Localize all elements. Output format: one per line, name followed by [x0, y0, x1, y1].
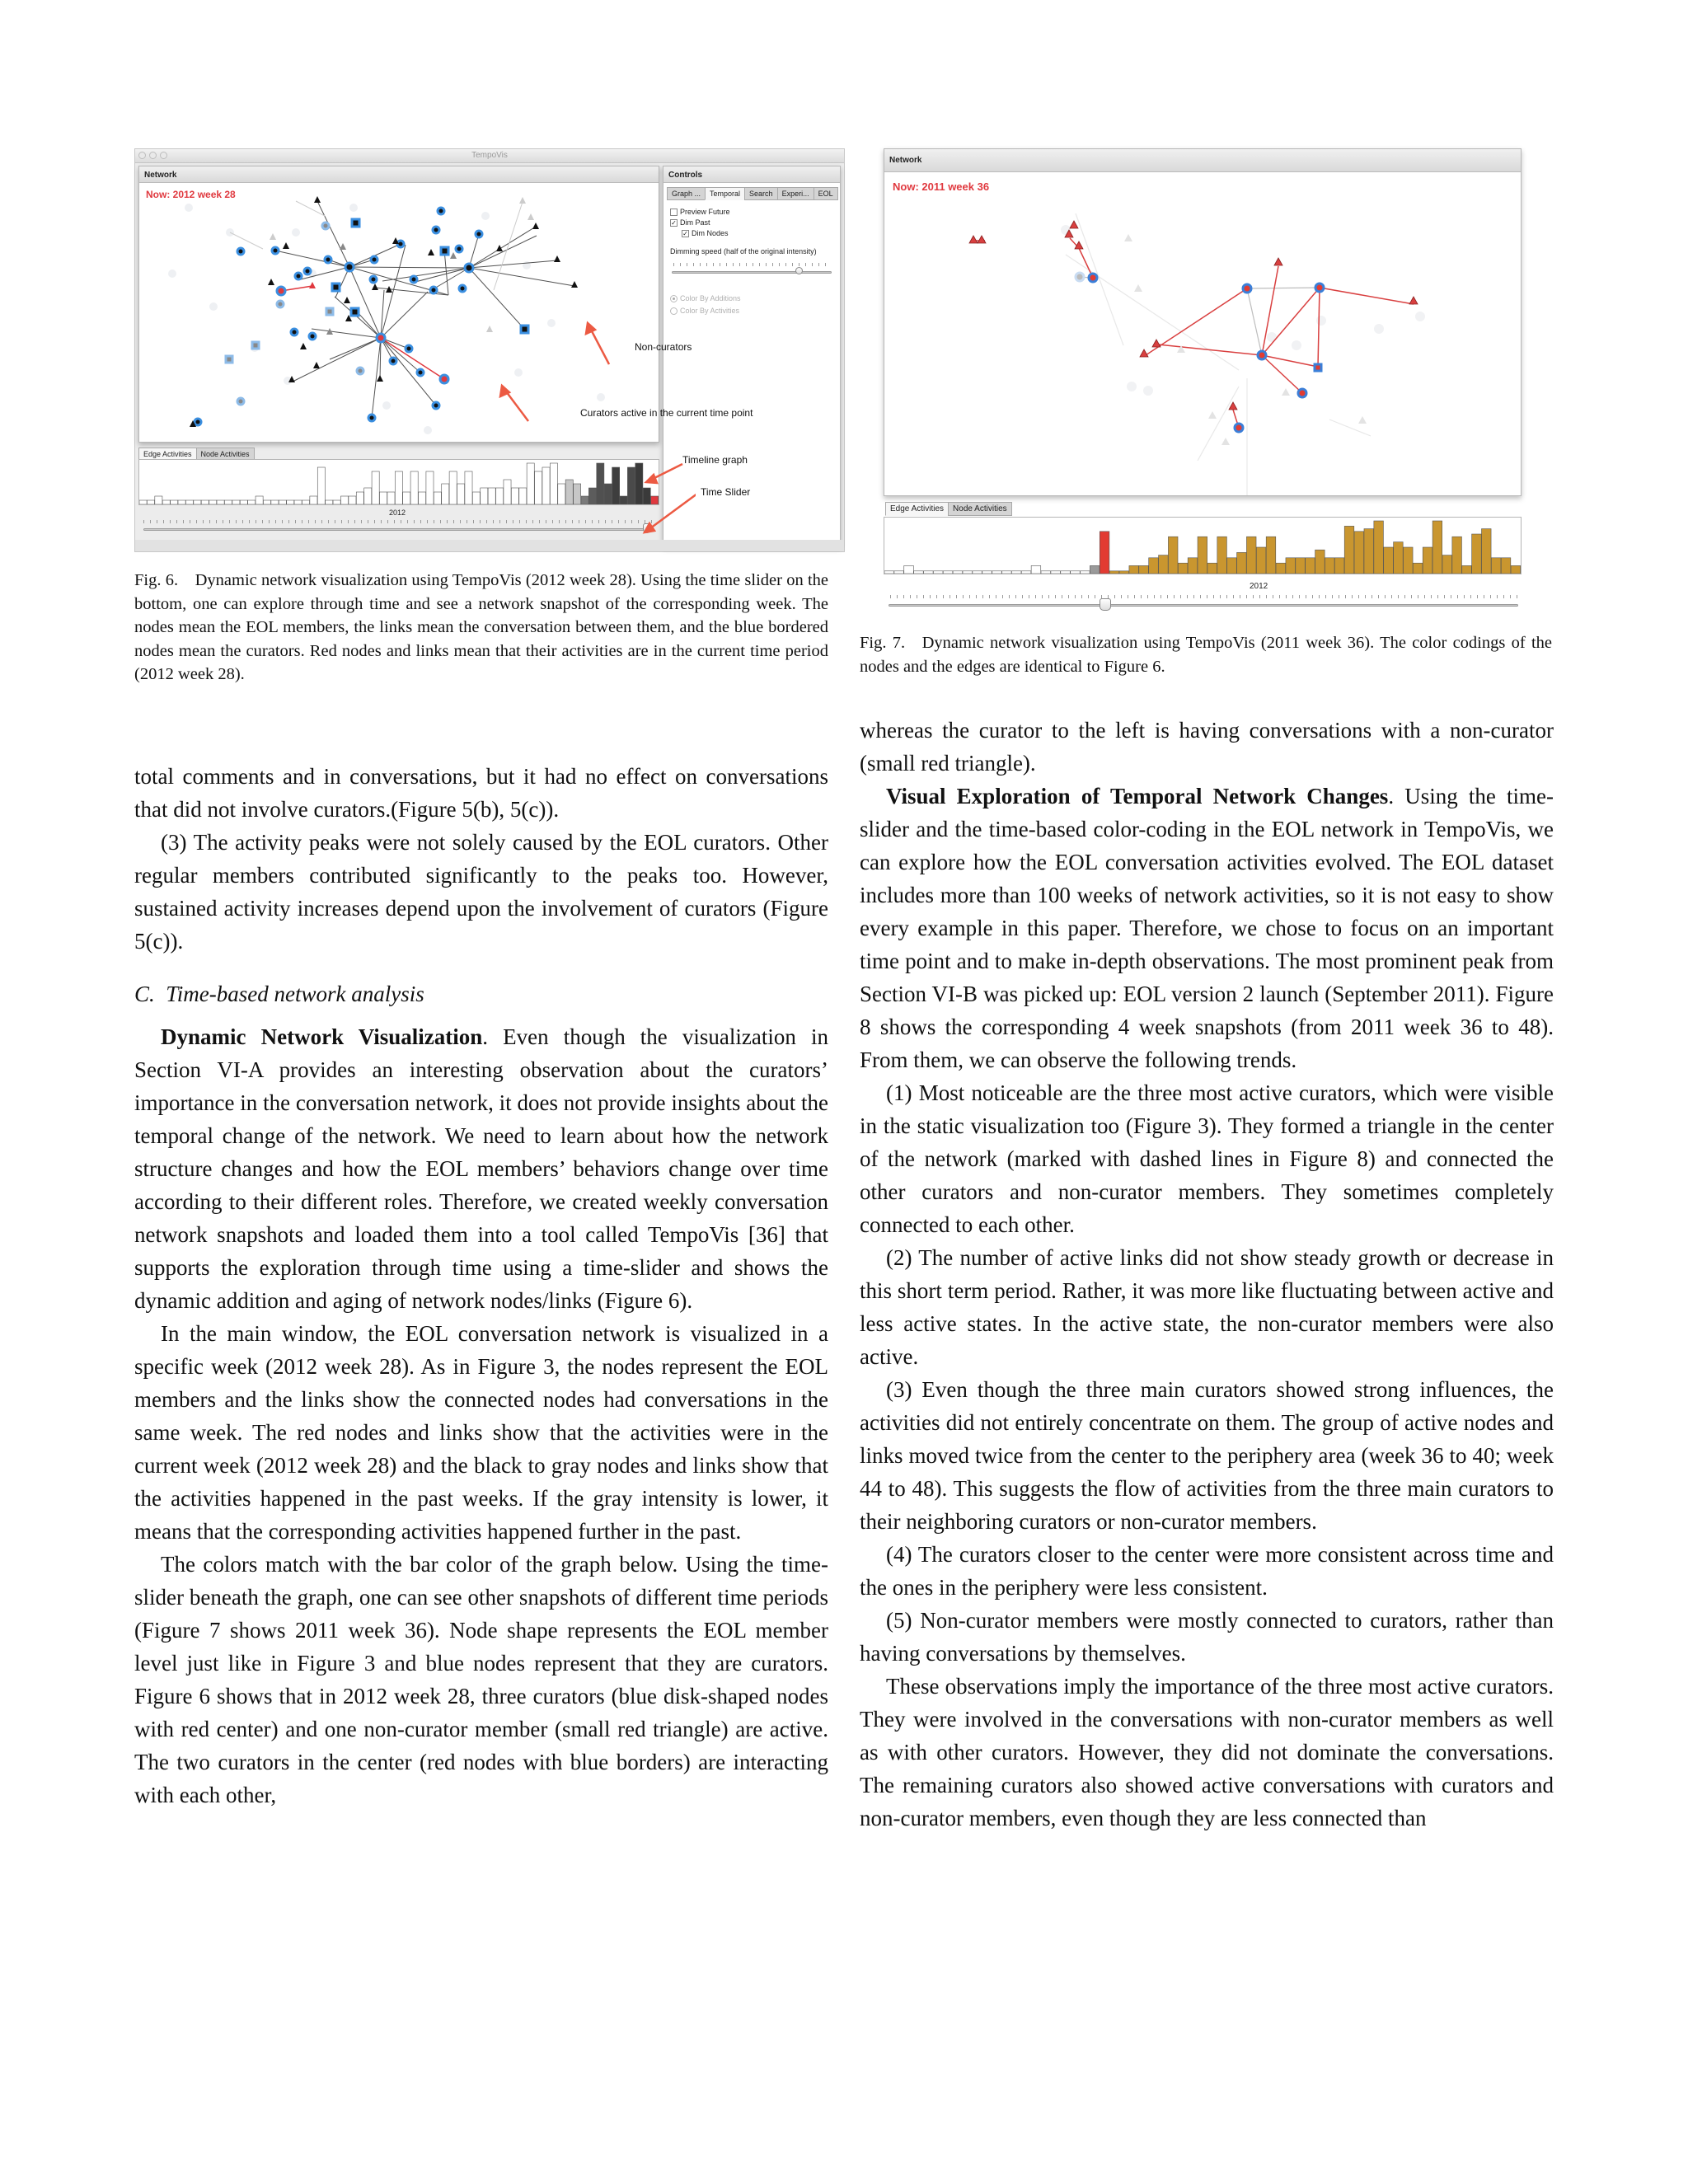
timeline-bar	[302, 500, 309, 504]
timeline-bar	[884, 571, 894, 574]
timeline-bar	[317, 467, 325, 504]
dim-nodes-row[interactable]	[682, 229, 729, 237]
timeline-bar	[1374, 521, 1384, 574]
window-bottom-bar	[135, 540, 844, 551]
timeline-bar	[1237, 552, 1247, 574]
timeline-bar	[1315, 550, 1325, 574]
time-slider-ticks-fig7	[890, 595, 1518, 598]
timeline-bar	[1149, 558, 1159, 574]
timeline-bar	[465, 471, 472, 504]
timeline-bar	[620, 496, 627, 504]
timeline-bar	[1090, 565, 1100, 574]
timeline-bar	[574, 484, 581, 504]
figure-7-caption: Fig. 7. Dynamic network visualization using TempoVis (2011 week 36). The color codings of the nodes and the edges are identical to Figure 6.	[860, 634, 1552, 676]
timeline-bar	[162, 500, 170, 504]
timeline-bar	[1286, 558, 1296, 574]
timeline-bar	[1354, 532, 1364, 574]
right-paragraph-3: (1) Most noticeable are the three most active curators, which were visible in the static visualization too (Figure 3). They formed a triangle in the center of the network (marked with dashed lines in Figure 8) and connected the other curators and non-curator members. They sometimes completely connected to each other.	[860, 1080, 1554, 1237]
timeline-bar	[550, 463, 557, 504]
timeline-bar	[904, 565, 914, 574]
left-paragraph-1: total comments and in conversations, but it had no effect on conversations that did not involve curators.(Figure 5(b), 5(c)).	[134, 764, 828, 822]
timeline-bar	[1139, 565, 1149, 574]
right-paragraph-4: (2) The number of active links did not show steady growth or decrease in this short term period. Rather, it was more like fluctuating between active and less active states. In the active state, the non-curator members were also active.	[860, 1245, 1554, 1369]
timeline-bar	[1081, 571, 1090, 574]
time-slider-fig7[interactable]	[889, 604, 1518, 607]
timeline-bar	[943, 571, 953, 574]
timeline-bar	[271, 500, 279, 504]
timeline-bar	[457, 484, 465, 504]
color-by-additions-label: Color By Additions	[680, 294, 741, 302]
timeline-bar	[1296, 558, 1306, 574]
timeline-bar	[953, 571, 963, 574]
timeline-bar	[387, 492, 395, 504]
timeline-bar	[1472, 534, 1482, 574]
timeline-bar	[1481, 529, 1491, 574]
current-time-label-fig7: Now: 2011 week 36	[893, 180, 990, 193]
timeline-bar	[248, 500, 256, 504]
timeline-bar	[1051, 571, 1061, 574]
timeline-bar	[287, 500, 294, 504]
controls-tabs	[667, 187, 837, 200]
timeline-bar	[597, 463, 604, 504]
time-slider-thumb-fig7[interactable]	[1100, 598, 1111, 611]
timeline-bar	[224, 500, 232, 504]
annotation-time-slider: Time Slider	[701, 486, 751, 498]
dim-past-label: Dim Past	[680, 218, 710, 227]
timeline-bar	[1442, 555, 1452, 574]
left-paragraph-3	[134, 1020, 828, 1317]
window-titlebar	[135, 149, 844, 163]
color-by-activities-radio[interactable]	[670, 307, 678, 315]
tab-edge-activities[interactable]: Edge Activities	[138, 448, 197, 461]
timeline-bar	[1384, 547, 1394, 574]
timeline-bar	[279, 500, 286, 504]
timeline-bar	[1325, 558, 1334, 574]
timeline-bar	[1178, 563, 1188, 574]
left-column	[134, 760, 828, 1811]
tab-node-activities[interactable]: Node Activities	[196, 448, 255, 461]
network-graph-canvas[interactable]	[139, 183, 659, 442]
timeline-bar	[519, 488, 527, 504]
timeline-bar	[340, 496, 348, 504]
timeline-bar	[349, 496, 356, 504]
timeline-bar	[565, 480, 573, 504]
timeline-bar	[933, 571, 943, 574]
time-slider-ticks	[143, 520, 656, 523]
annotation-non-curators: Non-curators	[635, 341, 692, 353]
tab-node-activities-fig7[interactable]: Node Activities	[948, 502, 1012, 516]
timeline-bar	[209, 500, 217, 504]
color-by-additions-row[interactable]	[670, 294, 741, 302]
timeline-bar	[178, 500, 185, 504]
left-paragraph-3-text: . Even though the visualization in Section VI-A provides an interesting observation about the curators’ importance in the conversation network, it does not provide insights about the temporal change of the network. We need to learn about how the network structure changes and how the EOL members’ behaviors change over time according to their different roles. Therefore, we created weekly conversation network snapshots and loaded them into a tool called TempoVis [36] that supports the exploration through time using a time-slider and shows the dynamic addition and aging of network nodes/links (Figure 6).	[134, 1024, 828, 1313]
preview-future-checkbox[interactable]	[670, 209, 678, 216]
color-by-activities-label: Color By Activities	[680, 307, 740, 315]
timeline-bar	[1109, 571, 1119, 574]
dim-nodes-label: Dim Nodes	[692, 229, 729, 237]
timeline-bar	[434, 492, 441, 504]
timeline-bar	[419, 492, 426, 504]
network-panel	[138, 166, 659, 443]
timeline-bar	[395, 471, 402, 504]
network-panel-title-fig7: Network	[884, 149, 1521, 172]
timeline-bar	[535, 471, 542, 504]
left-paragraph-5: The colors match with the bar color of the graph below. Using the time-slider beneath the graph, one can see other snapshots of different time periods (Figure 7 shows 2011 week 36). Node shape represents the EOL member level just like in Figure 3 and blue nodes represent that they are curators. Figure 6 shows that in 2012 week 28, three curators (blue disk-shaped nodes with red center) and one non-curator member (small red triangle) are active. The two curators in the center (red nodes with blue borders) are interacting with each other,	[134, 1552, 828, 1807]
visual-exploration-heading: Visual Exploration of Temporal Network Changes	[886, 784, 1389, 808]
timeline-bar	[504, 480, 511, 504]
dim-past-row[interactable]	[670, 218, 710, 227]
timeline-bar	[1344, 526, 1354, 574]
timeline-bar	[1452, 537, 1462, 574]
timeline-bar	[1002, 571, 1012, 574]
timeline-bar	[1159, 555, 1169, 574]
right-paragraph-5: (3) Even though the three main curators showed strong influences, the activities did not entirely concentrate on them. The group of active nodes and links moved twice from the center to the periphery area (week 36 to 40; week 44 to 48). This suggests the flow of activities from the three main curators to their neighboring curators or non-curator members.	[860, 1377, 1554, 1534]
timeline-bar	[426, 471, 434, 504]
timeline-bar	[963, 571, 973, 574]
network-panel-fig7	[884, 148, 1522, 496]
dim-nodes-checkbox[interactable]: ✓	[682, 229, 688, 237]
right-paragraph-7: (5) Non-curator members were mostly connected to curators, rather than having conversations by themselves.	[860, 1608, 1554, 1666]
timeline-bar	[1306, 558, 1315, 574]
timeline-bar	[1266, 537, 1276, 574]
timeline-bar	[481, 488, 488, 504]
timeline-bar	[1334, 558, 1344, 574]
timeline-bar	[1227, 558, 1237, 574]
timeline-bar	[581, 496, 588, 504]
timeline-bar	[263, 500, 270, 504]
timeline-bar	[310, 496, 317, 504]
timeline-bar	[449, 471, 457, 504]
dimming-speed-slider-thumb[interactable]	[795, 267, 803, 274]
tab-search[interactable]: Search	[744, 187, 778, 200]
timeline-bar	[924, 571, 934, 574]
timeline-bar	[240, 500, 247, 504]
timeline-bar	[194, 500, 201, 504]
preview-future-label: Preview Future	[680, 208, 730, 216]
right-paragraph-1: whereas the curator to the left is having conversations with a non-curator (small red triangle).	[860, 718, 1554, 776]
network-graph-canvas-fig7[interactable]	[884, 172, 1521, 495]
timeline-bar	[1129, 565, 1139, 574]
right-paragraph-2-text: . Using the time-slider and the time-based color-coding in the EOL network in TempoVis, we can explore how the EOL conversation activities evolved. The EOL dataset includes more than 100 weeks of network activities, so it is not easy to show every example in this paper. Therefore, we chose to focus on an important time point and to make in-depth observations. The most prominent peak from Section VI-B was picked up: EOL version 2 launch (September 2011). Figure 8 shows the corresponding 4 week snapshots (from 2011 week 36 to 48). From them, we can observe the following trends.	[860, 784, 1554, 1072]
timeline-bar	[372, 471, 379, 504]
timeline-bar	[1031, 565, 1041, 574]
color-by-activities-row[interactable]	[670, 307, 739, 315]
section-heading-c: C. Time-based network analysis	[134, 982, 424, 1006]
annotation-timeline-graph: Timeline graph	[682, 454, 748, 466]
timeline-bar	[333, 500, 340, 504]
timeline-bar	[1011, 571, 1021, 574]
timeline-bar	[1462, 565, 1472, 574]
timeline-bar	[1394, 542, 1404, 574]
timeline-bar	[992, 571, 1002, 574]
timeline-bar	[1061, 571, 1071, 574]
timeline-bar	[1198, 537, 1207, 574]
time-slider[interactable]	[143, 528, 648, 531]
timeline-bar	[1041, 571, 1051, 574]
timeline-bar	[356, 492, 363, 504]
right-column	[860, 714, 1554, 1835]
timeline-bar	[1217, 537, 1227, 574]
timeline-bar	[1256, 547, 1266, 574]
dimming-speed-ticks	[673, 263, 830, 266]
timeline-bars	[139, 460, 659, 504]
annotation-curators-active: Curators active in the current time point	[580, 407, 753, 419]
timeline-year-label-fig7: 2012	[1250, 582, 1268, 591]
annotation-arrows	[630, 462, 696, 537]
timeline-bar	[1207, 563, 1217, 574]
timeline-bar	[171, 500, 178, 504]
timeline-bar	[1364, 529, 1374, 574]
timeline-bars-fig7	[884, 518, 1521, 574]
tab-temporal[interactable]: Temporal	[705, 187, 745, 200]
current-time-label: Now: 2012 week 28	[146, 189, 236, 200]
timeline-bar	[1432, 521, 1442, 574]
timeline-bar	[379, 492, 387, 504]
timeline-bar	[914, 571, 924, 574]
timeline-bar	[894, 571, 904, 574]
timeline-bar	[1168, 537, 1178, 574]
right-paragraph-2	[860, 780, 1554, 1076]
timeline-bar	[185, 500, 193, 504]
timeline-bar	[201, 500, 209, 504]
color-by-additions-radio[interactable]	[670, 295, 678, 302]
timeline-bar	[496, 488, 504, 504]
timeline-bar	[1501, 558, 1511, 574]
timeline-year-label: 2012	[389, 509, 406, 517]
timeline-bar	[542, 467, 550, 504]
timeline-bar	[558, 484, 565, 504]
left-paragraph-4: In the main window, the EOL conversation network is visualized in a specific week (2012 week 28). As in Figure 3, the nodes represent the EOL members and the links show the connected nodes had conversations in the same week. The red nodes and links show that the activities were in the current week (2012 week 28) and the black to gray nodes and links show that the activities happened in the past weeks. If the gray intensity is lower, it means that the corresponding activities happened further in the past.	[134, 1321, 828, 1544]
timeline-bar	[511, 488, 518, 504]
tab-eol[interactable]: EOL	[814, 187, 838, 200]
timeline-bar	[410, 471, 418, 504]
timeline-bar	[256, 496, 263, 504]
timeline-bar	[1423, 547, 1432, 574]
timeline-bar	[472, 492, 480, 504]
timeline-bar	[1246, 537, 1256, 574]
dim-past-checkbox[interactable]: ✓	[671, 218, 677, 227]
timeline-bar	[232, 500, 240, 504]
tab-edge-activities-fig7[interactable]: Edge Activities	[885, 502, 949, 516]
timeline-bar	[1071, 571, 1081, 574]
timeline-bar	[147, 500, 154, 504]
timeline-bar	[442, 484, 449, 504]
timeline-bar	[1021, 571, 1031, 574]
preview-future-row[interactable]	[670, 208, 730, 216]
dimming-speed-label: Dimming speed (half of the original intensity)	[670, 247, 817, 255]
network-panel-title: Network	[139, 166, 659, 183]
timeline-bar	[1276, 563, 1286, 574]
timeline-bar	[1188, 558, 1198, 574]
timeline-bar	[1413, 563, 1423, 574]
tab-experiment[interactable]: Experi...	[777, 187, 814, 200]
timeline-bar	[364, 488, 372, 504]
timeline-bar	[1511, 565, 1521, 574]
window-title: TempoVis	[471, 151, 508, 160]
timeline-bar	[1100, 532, 1109, 574]
dynamic-network-visualization-heading: Dynamic Network Visualization	[161, 1024, 483, 1049]
timeline-bar	[294, 500, 302, 504]
timeline-bar	[488, 488, 495, 504]
figure-6-caption: Fig. 6. Dynamic network visualization using TempoVis (2012 week 28). Using the time slider on the bottom, one can explore through time and see a network snapshot of the corresponding week. The nodes mean the EOL members, the links mean the conversation between them, and the blue bordered nodes mean the curators. Red nodes and links mean that their activities are in the current time period (2012 week 28).	[134, 571, 828, 683]
tab-graph[interactable]: Graph ...	[667, 187, 706, 200]
timeline-bar	[1491, 558, 1501, 574]
timeline-bar	[973, 571, 982, 574]
dimming-speed-slider[interactable]	[672, 271, 832, 274]
right-paragraph-8: These observations imply the importance of the three most active curators. They were involved in the conversations with non-curator members as well as with other curators. However, they did not dominate the conversations. The remaining curators also showed active conversations with curators and non-curator members, even though they are less connected than	[860, 1674, 1554, 1830]
timeline-bar	[588, 488, 596, 504]
timeline-bar	[527, 463, 534, 504]
timeline-graph[interactable]	[138, 459, 659, 505]
timeline-bar	[604, 484, 612, 504]
timeline-bar	[982, 571, 992, 574]
controls-panel-title: Controls	[663, 166, 840, 183]
timeline-bar	[326, 500, 333, 504]
timeline-bar	[1119, 571, 1129, 574]
timeline-bar	[403, 492, 410, 504]
timeline-tabs-fig7	[885, 502, 1011, 516]
timeline-bar	[139, 500, 147, 504]
timeline-bar	[155, 496, 162, 504]
right-paragraph-6: (4) The curators closer to the center were more consistent across time and the ones in the periphery were less consistent.	[860, 1542, 1554, 1600]
tempovis-window-fig6	[134, 148, 845, 552]
timeline-graph-fig7[interactable]	[884, 517, 1522, 574]
timeline-bar	[217, 500, 224, 504]
timeline-bar	[1403, 547, 1413, 574]
left-paragraph-2: (3) The activity peaks were not solely caused by the EOL curators. Other regular members contributed significantly to the peaks too. However, sustained activity increases depend upon the involvement of curators (Figure 5(c)).	[134, 830, 828, 954]
timeline-bar	[612, 467, 620, 504]
